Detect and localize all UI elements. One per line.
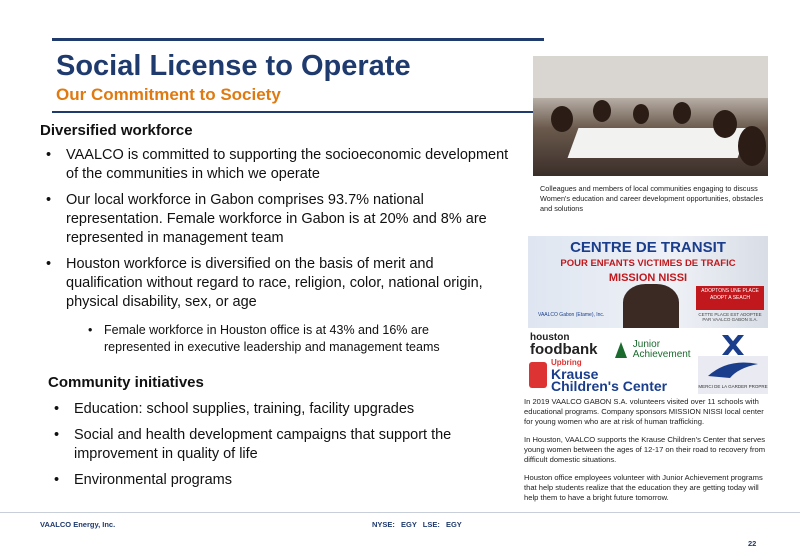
ja-mark-icon [615,342,627,358]
page-title: Social License to Operate [56,50,411,82]
details-paragraph: In 2019 VAALCO GABON S.A. volunteers visited over 11 schools with educational programs. Company sponsors MISSION NISSI local center for young women who are at risk of human trafficking. [524,397,764,426]
community-list [52,400,522,497]
photo-person [673,102,691,124]
bird-environment-logo [698,356,768,394]
list-item: • Our local workforce in Gabon comprises 93.7% national representation. Female workforce in Gabon is at 20% and 8% are represented in management team [44,191,514,248]
list-item: • Education: school supplies, training, facility upgrades [52,400,522,419]
photo-person [593,100,611,122]
community-heading: Community initiatives [48,374,204,391]
list-item: • Social and health development campaigns that support the improvement in quality of life [52,426,522,464]
krause-top: Upbring [551,358,582,367]
bird-icon [698,356,768,384]
photo-person [738,126,766,166]
page-subtitle: Our Commitment to Society [56,85,281,104]
page-number: 22 [748,539,757,548]
foodbank-top: houston [530,332,570,343]
top-divider [52,38,544,41]
footer-company: VAALCO Energy, Inc. [40,520,116,529]
community-meeting-photo [533,56,768,176]
banner-line2: POUR ENFANTS VICTIMES DE TRAFIC [560,258,736,269]
banner-badge: ADOPTONS UNE PLACE ADOPT A SEACH [696,286,764,310]
photo-person [551,106,573,132]
footer-divider [0,512,800,513]
title-divider [52,111,544,113]
workforce-sublist [86,322,466,356]
banner-line3: MISSION NISSI [608,272,688,284]
ja-line2: Achievement [632,349,691,360]
details-paragraph: In Houston, VAALCO supports the Krause Children's Center that serves young women between the ages of 12-17 on their road to recovery from difficult domestic situations. [524,435,766,464]
workforce-list [44,146,514,319]
krause-line2: Children's Center [551,378,668,394]
krause-line1: Krause [551,366,599,382]
photo-wall [533,56,768,98]
krause-childrens-center-logo [529,358,694,392]
vaalco-x-logo-icon [722,335,744,355]
photo-person [633,104,649,124]
workforce-heading: Diversified workforce [40,122,193,139]
photo-caption: Colleagues and members of local communities engaging to discuss Women's education and career development opportunities, obstacles and solutions [540,184,764,213]
list-item: • Environmental programs [52,471,522,490]
banner-child-photo [623,284,679,328]
banner-sponsor: VAALCO Gabon (Etame), Inc. [538,312,605,318]
banner-line1: CENTRE DE TRANSIT [570,239,726,256]
banner-badge-sub: CETTE PLACE EST ADOPTEE PAR VAALCO GABON S.A. [698,312,762,322]
list-item: • VAALCO is committed to supporting the socioeconomic development of the communities in which we operate [44,146,514,184]
details-paragraph: Houston office employees volunteer with Junior Achievement programs that help students realize that the education they are getting today will help them to have a bright future tomorrow. [524,473,763,502]
ja-line1: Junior [632,339,661,350]
bird-caption: MERCI DE LA GARDER PROPRE [698,384,768,389]
mission-nissi-banner [528,236,768,328]
list-item: • Houston workforce is diversified on the basis of merit and qualification without regard to race, religion, color, national origin, physical disability, sex, or age [44,255,514,312]
footer-tickers: NYSE: EGY LSE: EGY [372,520,462,529]
photo-person [713,110,737,138]
krause-mark-icon [529,362,547,388]
houston-foodbank-logo [530,333,598,357]
community-details [524,397,772,511]
foodbank-bottom: foodbank [530,341,598,358]
junior-achievement-logo [615,340,691,360]
list-item: • Female workforce in Houston office is at 43% and 16% are represented in executive leadership and management teams [86,322,466,356]
